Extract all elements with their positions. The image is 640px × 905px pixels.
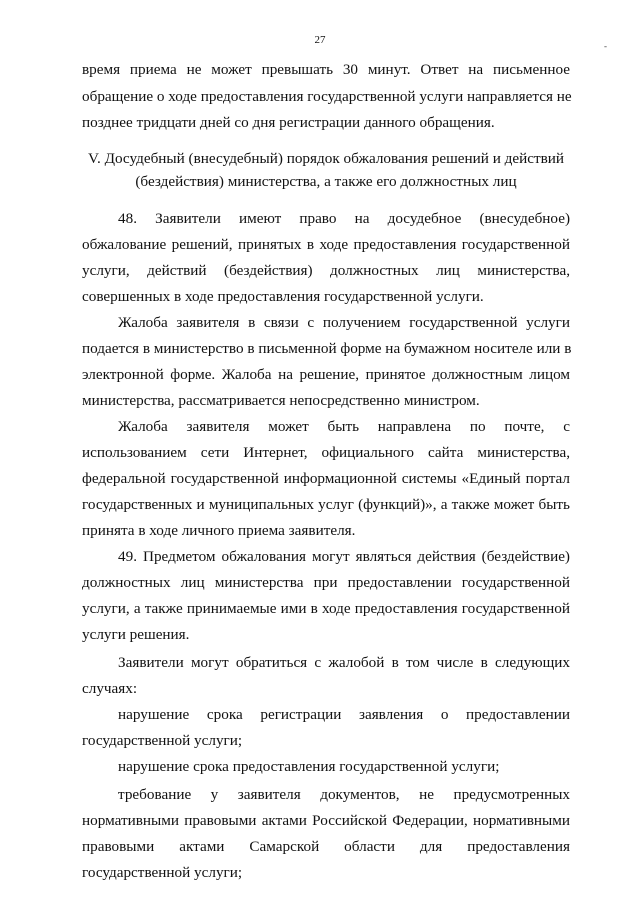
body-line: обращение о ходе предоставления государственной услуги направляется не xyxy=(82,88,572,105)
page-number: 27 xyxy=(314,34,326,46)
body-line: федеральной государственной информационной системы «Единый портал xyxy=(82,470,570,487)
body-line: позднее тридцати дней со дня регистрации данного обращения. xyxy=(82,114,495,131)
list-item-line: нарушение срока регистрации заявления о предоставлении xyxy=(118,706,570,723)
paragraph-first-line: 49. Предметом обжалования могут являться действия (бездействие) xyxy=(118,548,570,565)
body-line: принята в ходе личного приема заявителя. xyxy=(82,522,356,539)
body-line: электронной форме. Жалоба на решение, принятое должностным лицом xyxy=(82,366,570,383)
body-line: подается в министерство в письменной форме на бумажном носителе или в xyxy=(82,340,572,357)
list-item-line: требование у заявителя документов, не предусмотренных xyxy=(118,786,570,803)
paragraph-first-line: Жалоба заявителя в связи с получением государственной услуги xyxy=(118,314,570,331)
list-item-line: правовыми актами Самарской области для предоставления xyxy=(82,838,570,855)
corner-mark: - xyxy=(604,41,607,51)
paragraph-first-line: Жалоба заявителя может быть направлена по почте, с xyxy=(118,418,570,435)
body-line: услуги, действий (бездействия) должностных лиц министерства, xyxy=(82,262,570,279)
list-item-line: нормативными правовыми актами Российской Федерации, нормативными xyxy=(82,812,570,829)
body-line: время приема не может превышать 30 минут. Ответ на письменное xyxy=(82,61,570,78)
body-line: совершенных в ходе предоставления государственной услуги. xyxy=(82,288,484,305)
body-line: министерства, рассматривается непосредственно министром. xyxy=(82,392,480,409)
body-line: услуги, а также принимаемые ими в ходе предоставления государственной xyxy=(82,600,570,617)
list-item-line: государственной услуги; xyxy=(82,864,243,881)
body-line: использованием сети Интернет, официального сайта министерства, xyxy=(82,444,570,461)
paragraph-first-line: Заявители могут обратиться с жалобой в том числе в следующих xyxy=(118,654,570,671)
section-heading-line: V. Досудебный (внесудебный) порядок обжалования решений и действий xyxy=(87,150,565,167)
section-heading-line: (бездействия) министерства, а также его должностных лиц xyxy=(135,173,517,190)
list-item-line: государственной услуги; xyxy=(82,732,243,749)
body-line: услуги решения. xyxy=(82,626,190,643)
body-line: обжалование решений, принятых в ходе предоставления государственной xyxy=(82,236,570,253)
paragraph-first-line: 48. Заявители имеют право на досудебное (внесудебное) xyxy=(118,210,570,227)
body-line: государственных и муниципальных услуг (функций)», а также может быть xyxy=(82,496,570,513)
body-line: должностных лиц министерства при предоставлении государственной xyxy=(82,574,570,591)
body-line: случаях: xyxy=(82,680,138,697)
list-item-line: нарушение срока предоставления государственной услуги; xyxy=(118,758,500,775)
